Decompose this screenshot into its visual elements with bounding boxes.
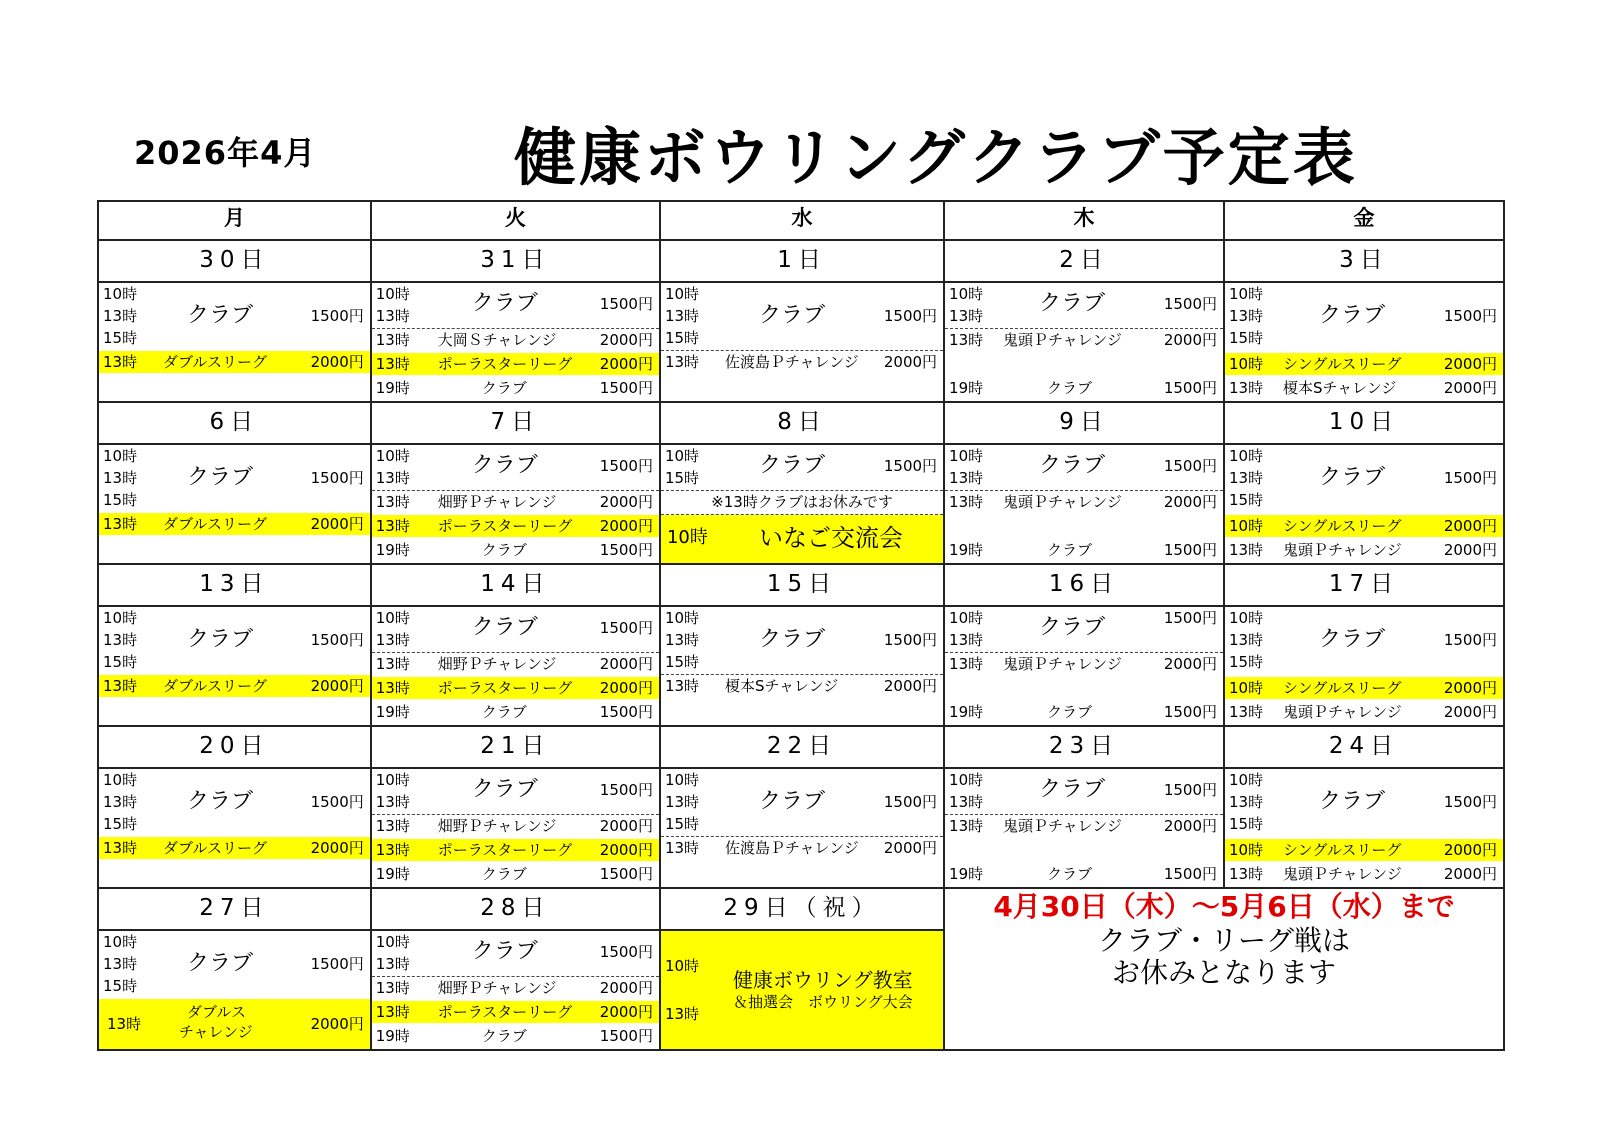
event-price: 2000円 (1163, 817, 1217, 835)
time-label: 10時 (103, 933, 138, 951)
time-label: 15時 (1229, 815, 1264, 833)
date-cell: 6日 (98, 402, 371, 444)
event-name: 畑野Ｐチャレンジ (437, 817, 557, 835)
day-schedule-wed (660, 282, 944, 402)
event-price: 2000円 (310, 1015, 364, 1033)
day-schedule-thu (944, 606, 1224, 726)
event-price: 1500円 (1443, 631, 1497, 649)
event-name: ダブルスリーグ (163, 677, 267, 695)
event-name: クラブ (481, 1027, 527, 1045)
event-price: 1500円 (883, 457, 938, 475)
time-label: 19時 (949, 865, 984, 883)
time-label: 19時 (375, 703, 410, 721)
time-label: 13時 (375, 631, 410, 649)
event-name: ポーラスターリーグ (437, 517, 573, 535)
event-name: 大岡Ｓチャレンジ (437, 331, 557, 349)
event-name: クラブ (481, 541, 527, 559)
event-price: 2000円 (599, 331, 653, 349)
weekday-thu: 木 (944, 201, 1224, 240)
event-price: 2000円 (1443, 679, 1497, 697)
notice-period: 4月30日（木）～5月6日（水）まで (993, 890, 1455, 923)
event-name: クラブ (187, 789, 254, 814)
time-label: 13時 (103, 515, 138, 533)
time-label: 13時 (1229, 469, 1264, 487)
time-label: 10時 (1229, 285, 1264, 303)
time-label: 13時 (375, 1003, 410, 1021)
time-label: 13時 (949, 631, 984, 649)
event-price: 2000円 (310, 515, 364, 533)
event-name: クラブ (471, 939, 538, 964)
holiday-notice (944, 888, 1504, 1050)
time-label: 13時 (664, 677, 700, 695)
time-label: 10時 (1229, 447, 1264, 465)
date-cell: 27日 (98, 888, 371, 930)
event-price: 2000円 (599, 493, 653, 511)
event-name: クラブ (481, 379, 527, 397)
event-name: クラブ (758, 303, 825, 328)
event-price: 1500円 (599, 295, 653, 313)
event-name: クラブ (1039, 291, 1106, 316)
time-label: 13時 (375, 493, 410, 511)
date-cell: 8日 (660, 402, 944, 444)
time-label: 13時 (375, 955, 410, 973)
event-price: 2000円 (1443, 379, 1497, 397)
day-schedule-wed (660, 444, 944, 564)
event-price: 1500円 (1163, 781, 1217, 799)
event-name: クラブ (471, 615, 538, 640)
event-price: 2000円 (1443, 703, 1497, 721)
event-price: 2000円 (599, 517, 653, 535)
day-schedule-mon (98, 282, 371, 402)
event-price: 1500円 (599, 457, 653, 475)
time-label: 15時 (103, 977, 138, 995)
day-schedule-tue (371, 606, 660, 726)
day-schedule-fri (1224, 444, 1504, 564)
time-label: 13時 (375, 469, 410, 487)
event-price: 2000円 (599, 817, 653, 835)
time-label: 15時 (103, 815, 138, 833)
time-label: 10時 (1229, 517, 1264, 535)
event-name: ポーラスターリーグ (437, 679, 573, 697)
day-schedule-wed (660, 930, 944, 1050)
event-name: 鬼頭Ｐチャレンジ (1283, 541, 1402, 559)
time-label: 19時 (949, 379, 984, 397)
time-label: 10時 (103, 771, 138, 789)
event-price: 1500円 (310, 307, 364, 325)
event-name: ポーラスターリーグ (437, 1003, 573, 1021)
event-price: 1500円 (599, 943, 653, 961)
time-label: 10時 (375, 933, 410, 951)
time-label: 13時 (103, 307, 138, 325)
event-name: シングルスリーグ (1283, 679, 1402, 697)
weekday-wed: 水 (660, 201, 944, 240)
event-name: 鬼頭Ｐチャレンジ (1003, 817, 1122, 835)
event-name: 榎本Sチャレンジ (724, 677, 839, 695)
time-label: 10時 (949, 609, 984, 627)
time-label: 19時 (375, 541, 410, 559)
event-name: ポーラスターリーグ (437, 355, 573, 373)
time-label: 13時 (1229, 703, 1264, 721)
event-price: 2000円 (599, 1003, 653, 1021)
time-label: 10時 (1229, 771, 1264, 789)
date-cell: 15日 (660, 564, 944, 606)
event-name: クラブ (1047, 865, 1093, 883)
event-price: 2000円 (1443, 841, 1497, 859)
time-label: 13時 (107, 1015, 142, 1033)
time-label: 13時 (664, 793, 700, 811)
event-name: ＆抽選会 ボウリング大会 (732, 993, 913, 1011)
time-label: 15時 (1229, 329, 1264, 347)
time-label: 10時 (949, 285, 984, 303)
weekday-fri: 金 (1224, 201, 1504, 240)
date-cell: 9日 (944, 402, 1224, 444)
time-label: 10時 (1229, 355, 1264, 373)
time-label: 15時 (103, 653, 138, 671)
event-name: クラブ (1319, 465, 1386, 490)
event-name: クラブ (481, 865, 527, 883)
event-price: 2000円 (1443, 541, 1497, 559)
event-name: いなご交流会 (758, 524, 903, 552)
time-label: 10時 (664, 285, 700, 303)
time-label: 15時 (664, 653, 700, 671)
event-price: 1500円 (310, 469, 364, 487)
event-price: 1500円 (1163, 609, 1217, 627)
time-label: 19時 (375, 1027, 410, 1045)
closure-note: ※13時クラブはお休みです (711, 493, 893, 511)
event-name: クラブ (1039, 615, 1106, 640)
time-label: 13時 (664, 839, 700, 857)
time-label: 13時 (103, 677, 138, 695)
time-label: 13時 (1229, 865, 1264, 883)
event-name: クラブ (758, 453, 825, 478)
event-price: 1500円 (599, 781, 653, 799)
event-price: 1500円 (310, 955, 364, 973)
event-price: 1500円 (1163, 703, 1217, 721)
event-price: 2000円 (310, 353, 364, 371)
time-label: 13時 (375, 355, 410, 373)
event-price: 1500円 (1163, 379, 1217, 397)
notice-line: お休みとなります (1112, 956, 1337, 989)
time-label: 13時 (375, 655, 410, 673)
time-label: 10時 (103, 609, 138, 627)
day-schedule-tue (371, 930, 660, 1050)
event-price: 2000円 (883, 677, 938, 695)
day-schedule-wed (660, 768, 944, 888)
date-cell: 14日 (371, 564, 660, 606)
schedule-row (98, 444, 1504, 564)
date-cell: 16日 (944, 564, 1224, 606)
event-name: 鬼頭Ｐチャレンジ (1283, 703, 1402, 721)
time-label: 13時 (949, 817, 984, 835)
time-label: 13時 (375, 517, 410, 535)
event-price: 1500円 (1443, 469, 1497, 487)
event-price: 1500円 (1443, 307, 1497, 325)
event-name: 佐渡島Ｐチャレンジ (724, 353, 859, 371)
event-name: 健康ボウリング教室 (732, 968, 913, 992)
event-name: 畑野Ｐチャレンジ (437, 655, 557, 673)
date-cell: 17日 (1224, 564, 1504, 606)
event-price: 2000円 (883, 353, 938, 371)
date-cell: 3日 (1224, 240, 1504, 282)
event-price: 2000円 (599, 979, 653, 997)
day-schedule-mon (98, 930, 371, 1050)
event-price: 2000円 (1443, 865, 1497, 883)
event-price: 2000円 (599, 355, 653, 373)
event-price: 1500円 (1443, 793, 1497, 811)
event-price: 2000円 (599, 841, 653, 859)
event-name: ダブルスリーグ (163, 515, 267, 533)
event-name: クラブ (1319, 627, 1386, 652)
weekday-mon: 月 (98, 201, 371, 240)
event-price: 2000円 (310, 839, 364, 857)
date-row (98, 564, 1504, 606)
event-name: クラブ (1039, 777, 1106, 802)
event-name: クラブ (1319, 789, 1386, 814)
date-cell: 1日 (660, 240, 944, 282)
time-label: 10時 (1229, 679, 1264, 697)
time-label: 13時 (375, 307, 410, 325)
event-name: 鬼頭Ｐチャレンジ (1003, 493, 1122, 511)
day-schedule-mon (98, 606, 371, 726)
event-name: 鬼頭Ｐチャレンジ (1003, 655, 1122, 673)
event-price: 2000円 (599, 679, 653, 697)
schedule-table (97, 200, 1505, 1051)
time-label: 13時 (664, 1005, 700, 1023)
time-label: 13時 (103, 793, 138, 811)
event-price: 1500円 (1163, 457, 1217, 475)
schedule-row (98, 768, 1504, 888)
date-cell: 24日 (1224, 726, 1504, 768)
time-label: 13時 (949, 493, 984, 511)
date-row (98, 240, 1504, 282)
date-cell: 20日 (98, 726, 371, 768)
date-cell: 23日 (944, 726, 1224, 768)
time-label: 13時 (1229, 379, 1264, 397)
event-name: 榎本Sチャレンジ (1283, 379, 1397, 397)
time-label: 15時 (1229, 491, 1264, 509)
event-name: クラブ (1047, 379, 1093, 397)
event-name: 鬼頭Ｐチャレンジ (1283, 865, 1402, 883)
day-schedule-wed (660, 606, 944, 726)
date-cell: 10日 (1224, 402, 1504, 444)
date-cell: 2日 (944, 240, 1224, 282)
event-name: クラブ (471, 777, 538, 802)
date-cell: 22日 (660, 726, 944, 768)
time-label: 13時 (949, 655, 984, 673)
event-price: 1500円 (1163, 541, 1217, 559)
event-price: 2000円 (1163, 331, 1217, 349)
event-price: 1500円 (599, 865, 653, 883)
time-label: 13時 (949, 331, 984, 349)
event-name: シングルスリーグ (1283, 355, 1402, 373)
time-label: 10時 (103, 285, 138, 303)
event-price: 2000円 (1443, 517, 1497, 535)
time-label: 13時 (1229, 793, 1264, 811)
time-label: 13時 (375, 841, 410, 859)
day-schedule-thu (944, 444, 1224, 564)
time-label: 13時 (375, 793, 410, 811)
time-label: 13時 (1229, 541, 1264, 559)
event-price: 1500円 (599, 619, 653, 637)
time-label: 13時 (103, 353, 138, 371)
event-price: 1500円 (883, 793, 938, 811)
day-schedule-tue (371, 444, 660, 564)
event-price: 1500円 (599, 1027, 653, 1045)
event-name: クラブ (758, 627, 825, 652)
time-label: 10時 (664, 447, 700, 465)
time-label: 13時 (103, 839, 138, 857)
time-label: 15時 (664, 329, 700, 347)
event-price: 1500円 (883, 307, 938, 325)
event-name: クラブ (471, 453, 538, 478)
event-price: 2000円 (599, 655, 653, 673)
day-schedule-fri (1224, 282, 1504, 402)
time-label: 13時 (103, 631, 138, 649)
day-schedule-fri (1224, 768, 1504, 888)
event-name: クラブ (187, 303, 254, 328)
time-label: 13時 (103, 469, 138, 487)
date-row (98, 402, 1504, 444)
event-price: 2000円 (1163, 655, 1217, 673)
time-label: 10時 (1229, 609, 1264, 627)
time-label: 15時 (1229, 653, 1264, 671)
day-schedule-thu (944, 282, 1224, 402)
time-label: 10時 (666, 527, 708, 548)
time-label: 10時 (664, 609, 700, 627)
time-label: 13時 (949, 469, 984, 487)
date-row (98, 726, 1504, 768)
event-name: クラブ (1047, 541, 1093, 559)
time-label: 10時 (103, 447, 138, 465)
schedule-row (98, 606, 1504, 726)
event-name: 佐渡島Ｐチャレンジ (724, 839, 859, 857)
time-label: 15時 (664, 469, 700, 487)
weekday-header-row (98, 201, 1504, 240)
time-label: 10時 (375, 447, 410, 465)
schedule-row (98, 282, 1504, 402)
time-label: 13時 (664, 307, 700, 325)
event-name: ダブルス (187, 1003, 246, 1021)
month-label: 2026年4月 (134, 134, 317, 172)
day-schedule-mon (98, 768, 371, 888)
event-price: 2000円 (1163, 493, 1217, 511)
event-price: 1500円 (599, 541, 653, 559)
event-name: 畑野Ｐチャレンジ (437, 493, 557, 511)
time-label: 19時 (375, 379, 410, 397)
day-schedule-tue (371, 768, 660, 888)
event-price: 1500円 (883, 631, 938, 649)
time-label: 10時 (375, 609, 410, 627)
time-label: 19時 (949, 703, 984, 721)
time-label: 13時 (375, 679, 410, 697)
day-schedule-thu (944, 768, 1224, 888)
time-label: 15時 (103, 329, 138, 347)
event-name: クラブ (1319, 303, 1386, 328)
time-label: 15時 (103, 491, 138, 509)
event-price: 2000円 (1443, 355, 1497, 373)
event-price: 1500円 (310, 793, 364, 811)
event-price: 1500円 (599, 379, 653, 397)
time-label: 10時 (949, 771, 984, 789)
day-schedule-tue (371, 282, 660, 402)
event-name: シングルスリーグ (1283, 517, 1402, 535)
time-label: 13時 (375, 331, 410, 349)
event-name: クラブ (187, 627, 254, 652)
event-name: クラブ (758, 789, 825, 814)
event-name: ダブルスリーグ (163, 353, 267, 371)
event-price: 2000円 (310, 677, 364, 695)
time-label: 13時 (375, 817, 410, 835)
time-label: 10時 (664, 957, 700, 975)
time-label: 10時 (375, 285, 410, 303)
event-name: ダブルスリーグ (163, 839, 267, 857)
event-price: 1500円 (599, 703, 653, 721)
day-schedule-fri (1224, 606, 1504, 726)
event-price: 2000円 (883, 839, 938, 857)
time-label: 13時 (103, 955, 138, 973)
event-name: クラブ (1047, 703, 1093, 721)
page-title: 健康ボウリングクラブ予定表 (514, 121, 1358, 194)
event-name: チャレンジ (179, 1023, 253, 1041)
time-label: 15時 (664, 815, 700, 833)
event-name: ポーラスターリーグ (437, 841, 573, 859)
date-cell: 21日 (371, 726, 660, 768)
time-label: 10時 (1229, 841, 1264, 859)
event-name: 鬼頭Ｐチャレンジ (1003, 331, 1122, 349)
event-price: 1500円 (1163, 865, 1217, 883)
time-label: 19時 (375, 865, 410, 883)
day-schedule-mon (98, 444, 371, 564)
time-label: 13時 (375, 979, 410, 997)
event-name: クラブ (187, 465, 254, 490)
event-name: クラブ (1039, 453, 1106, 478)
time-label: 10時 (664, 771, 700, 789)
date-row (98, 888, 1504, 930)
time-label: 19時 (949, 541, 984, 559)
notice-line: クラブ・リーグ戦は (1098, 924, 1351, 957)
time-label: 13時 (949, 307, 984, 325)
date-cell: 30日 (98, 240, 371, 282)
time-label: 10時 (949, 447, 984, 465)
time-label: 13時 (949, 793, 984, 811)
event-name: 畑野Ｐチャレンジ (437, 979, 557, 997)
time-label: 13時 (1229, 307, 1264, 325)
date-cell: 13日 (98, 564, 371, 606)
time-label: 13時 (664, 353, 700, 371)
event-name: クラブ (481, 703, 527, 721)
time-label: 10時 (375, 771, 410, 789)
event-name: クラブ (471, 291, 538, 316)
date-cell: 31日 (371, 240, 660, 282)
date-cell: 29日（祝） (660, 888, 944, 930)
time-label: 13時 (1229, 631, 1264, 649)
date-cell: 28日 (371, 888, 660, 930)
weekday-tue: 火 (371, 201, 660, 240)
event-name: シングルスリーグ (1283, 841, 1402, 859)
date-cell: 7日 (371, 402, 660, 444)
event-name: クラブ (187, 951, 254, 976)
event-price: 1500円 (310, 631, 364, 649)
time-label: 13時 (664, 631, 700, 649)
event-price: 1500円 (1163, 295, 1217, 313)
